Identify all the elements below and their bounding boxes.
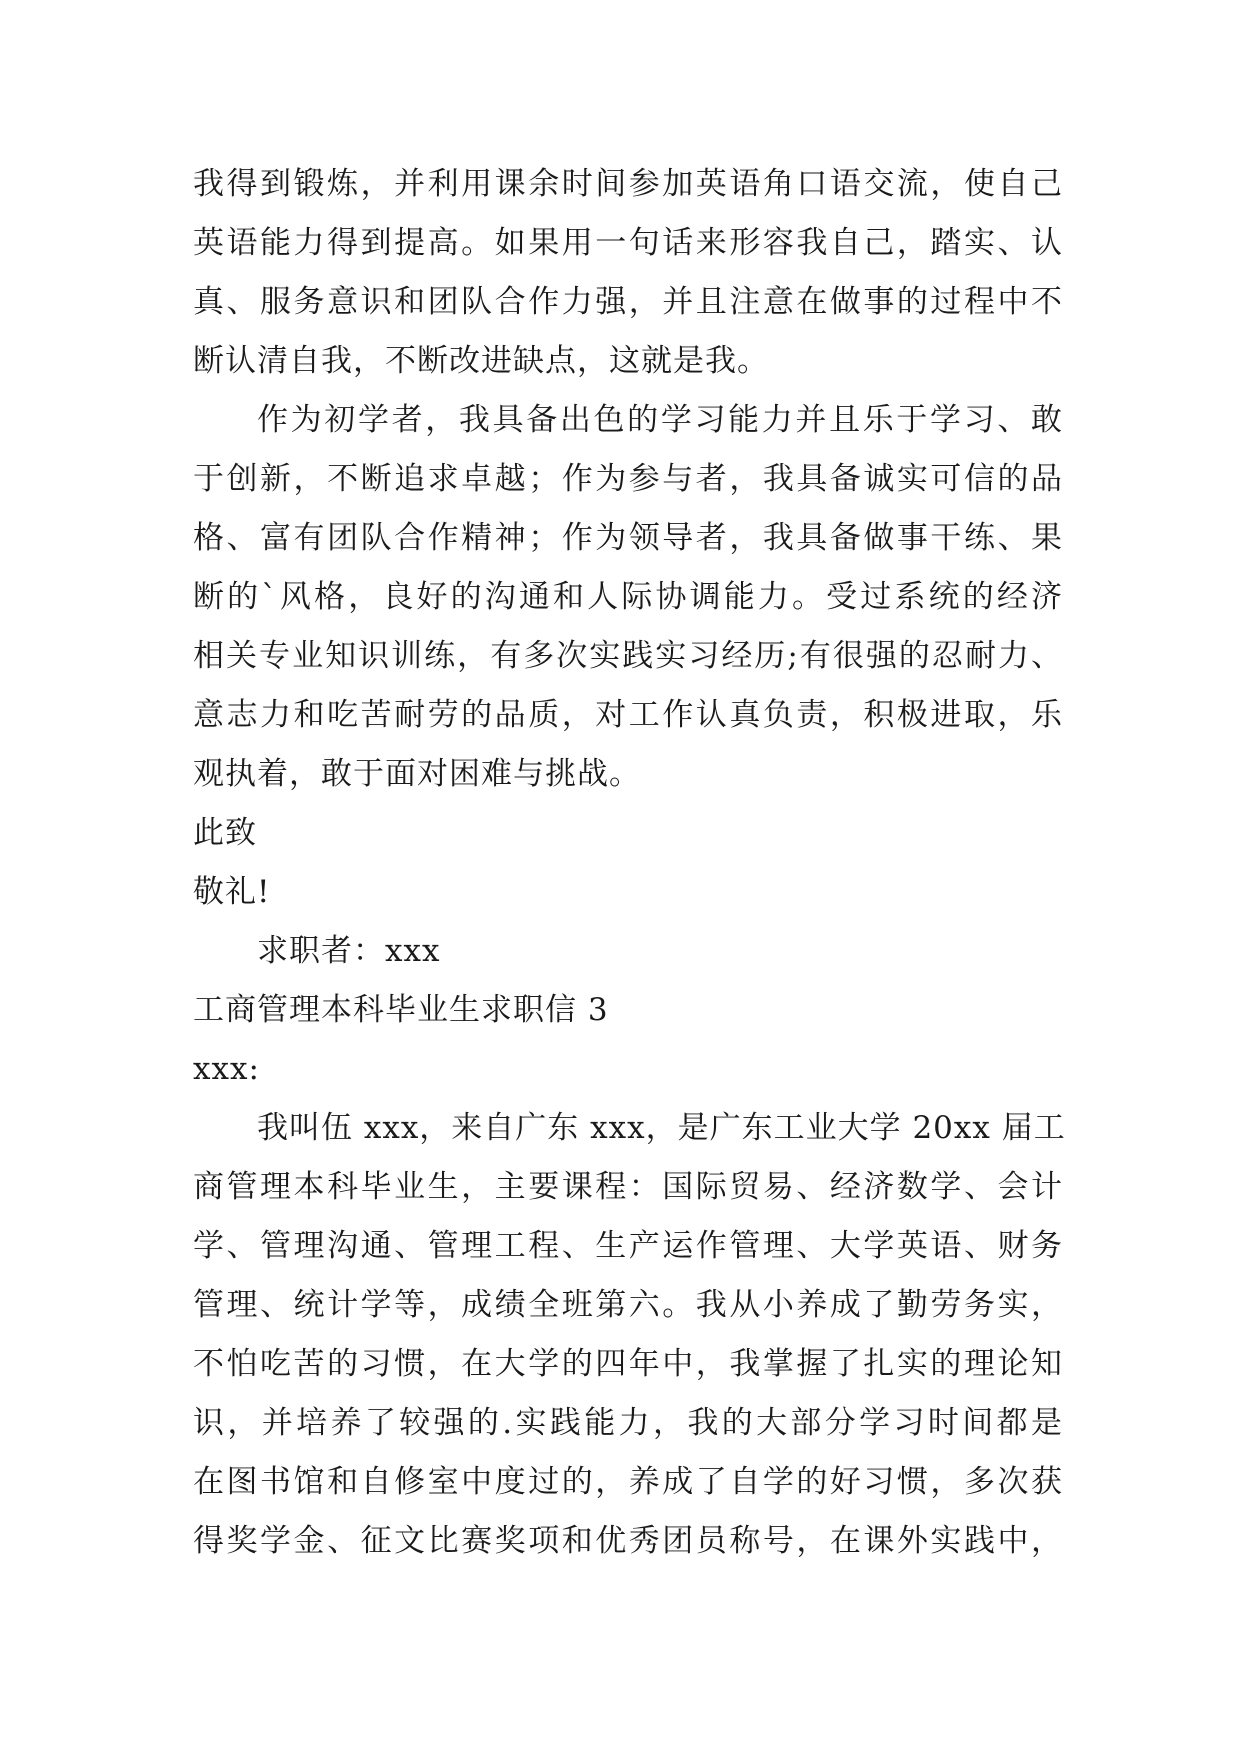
paragraph-1 <box>193 155 1063 391</box>
text-line: 作为初学者，我具备出色的学习能力并且乐于学习、敢 <box>257 402 1063 438</box>
text-line: 识，并培养了较强的.实践能力，我的大部分学习时间都是 <box>193 1405 1063 1441</box>
text-line: 断认清自我，不断改进缺点，这就是我。 <box>193 343 769 379</box>
text-line: 商管理本科毕业生，主要课程：国际贸易、经济数学、会计 <box>193 1169 1063 1205</box>
text-line: 意志力和吃苦耐劳的品质，对工作认真负责，积极进取，乐 <box>193 697 1063 733</box>
signature: 求职者：xxx <box>257 933 441 969</box>
letter-body <box>193 155 1066 1571</box>
salutation: xxx: <box>193 1051 260 1087</box>
text-line: 我叫伍 xxx，来自广东 xxx，是广东工业大学 20xx 届工 <box>257 1110 1066 1146</box>
text-line: 于创新，不断追求卓越；作为参与者，我具备诚实可信的品 <box>193 461 1063 497</box>
text-line: 真、服务意识和团队合作力强，并且注意在做事的过程中不 <box>193 284 1063 320</box>
text-line: 在图书馆和自修室中度过的，养成了自学的好习惯，多次获 <box>193 1464 1063 1500</box>
text-line: 不怕吃苦的习惯，在大学的四年中，我掌握了扎实的理论知 <box>193 1346 1063 1382</box>
paragraph-3 <box>193 1099 1066 1571</box>
text-line: 相关专业知识训练，有多次实践实习经历;有很强的忍耐力、 <box>193 638 1063 674</box>
text-line: 我得到锻炼，并利用课余时间参加英语角口语交流，使自己 <box>193 166 1063 202</box>
text-line: 得奖学金、征文比赛奖项和优秀团员称号，在课外实践中， <box>193 1523 1063 1559</box>
text-line: 断的`风格，良好的沟通和人际协调能力。受过系统的经济 <box>193 579 1063 615</box>
closing-salutation: 此致 <box>193 815 257 851</box>
closing-regards: 敬礼! <box>193 874 271 910</box>
section-title: 工商管理本科毕业生求职信 3 <box>193 992 609 1028</box>
text-line: 观执着，敢于面对困难与挑战。 <box>193 756 641 792</box>
text-line: 学、管理沟通、管理工程、生产运作管理、大学英语、财务 <box>193 1228 1063 1264</box>
text-line: 英语能力得到提高。如果用一句话来形容我自己，踏实、认 <box>193 225 1063 261</box>
text-line: 格、富有团队合作精神；作为领导者，我具备做事干练、果 <box>193 520 1063 556</box>
text-line: 管理、统计学等，成绩全班第六。我从小养成了勤劳务实， <box>193 1287 1063 1323</box>
paragraph-2 <box>193 391 1063 804</box>
